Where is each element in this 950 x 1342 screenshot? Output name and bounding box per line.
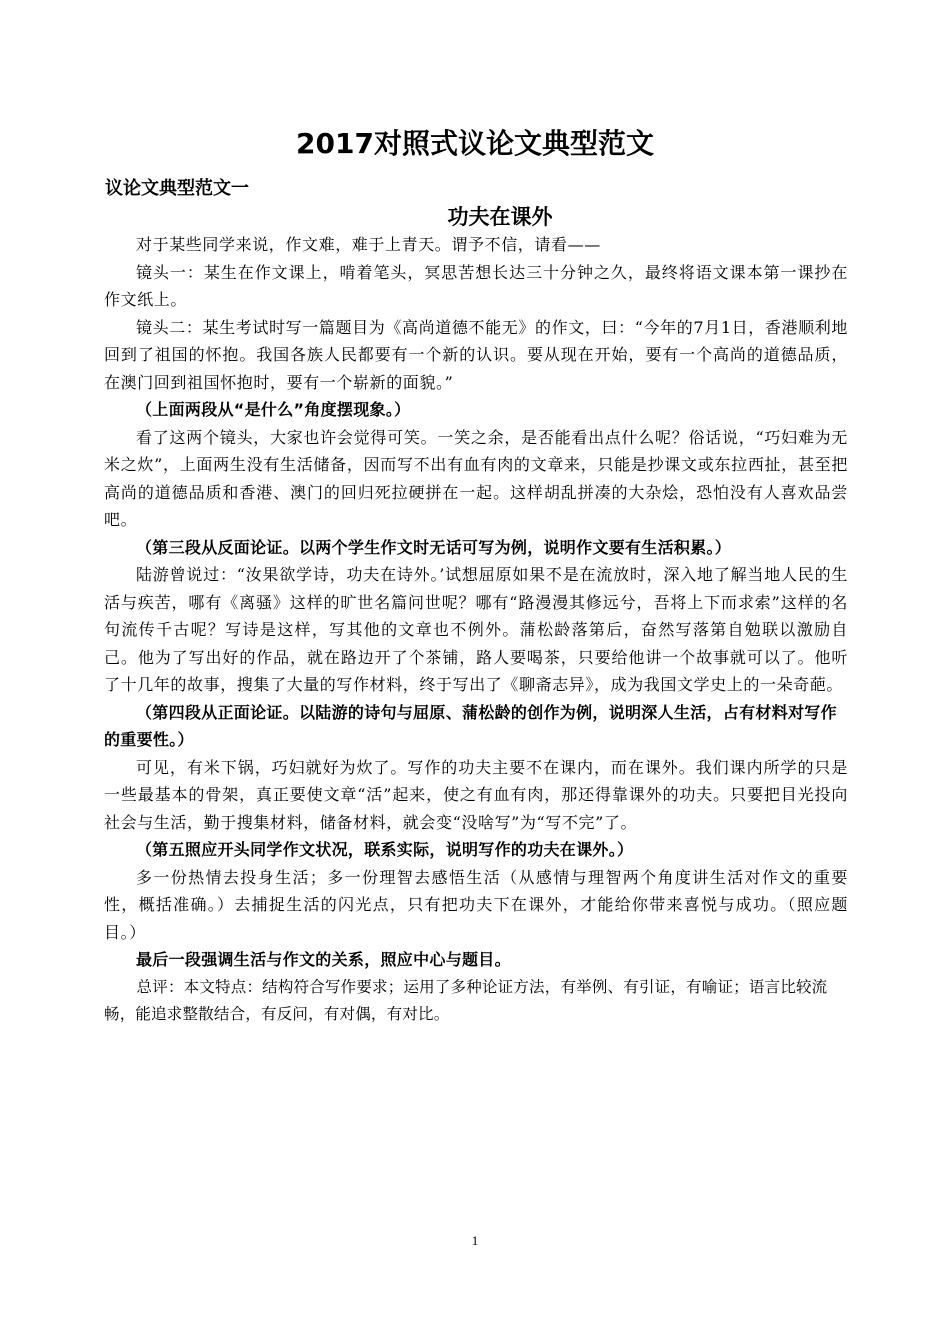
- annotation-note: （上面两段从“是什么”角度摆现象。）: [136, 400, 411, 419]
- paragraph-body: 陆游曾说过：“汝果欲学诗，功夫在诗外。’试想屈原如果不是在流放时，深入地了解当地人民的生活与疾苦，哪有《离骚》这样的旷世名篇问世呢？哪有“路漫漫其修远兮，吾将上下而求索”这样的名句流传千古呢？写诗是这样，写其他的文章也不例外。蒲松龄落第后，奋然写落第自勉联以激励自己。他为了写出好的作品，就在路边开了个茶铺，路人要喝茶，只要给他讲一个故事就可以了。他听了十几年的故事，搜集了大量的写作材料，终于写出了《聊斋志异》，成为我国文学史上的一朵奇葩。: [104, 565, 848, 694]
- overall-comment: 总评：本文特点：结构符合写作要求；运用了多种论证方法，有举例、有引证，有喻证；语言比较流畅，能追求整散结合，有反问，有对偶，有对比。: [104, 977, 828, 1023]
- paragraph-body: 可见，有米下锅，巧妇就好为炊了。写作的功夫主要不在课内，而在课外。我们课内所学的只是一些最基本的骨架，真正要使文章“活”起来，使之有血有肉，那还得靠课外的功夫。只要把目光投向社会与生活，勤于搜集材料，储备材料，就会变“没啥写”为“写不完”了。: [104, 757, 848, 832]
- annotation-note: 最后一段强调生活与作文的关系，照应中心与题目。: [136, 950, 511, 969]
- document-title: 2017对照式议论文典型范文: [296, 127, 654, 160]
- paragraph-scene-two: 镜头二：某生考试时写一篇题目为《高尚道德不能无》的作文，曰：“今年的7月1日，香港顺利地回到了祖国的怀抱。我国各族人民都要有一个新的认识。要从现在开始，要有一个高尚的道德品质，在澳门回到祖国怀抱时，要有一个崭新的面貌。”: [104, 317, 848, 392]
- paragraph-body: 看了这两个镜头，大家也许会觉得可笑。一笑之余，是否能看出点什么呢？俗话说，“巧妇难为无米之炊”，上面两生没有生活储备，因而写不出有血有肉的文章来，只能是抄课文或东拉西扯，甚至把高尚的道德品质和香港、澳门的回归死拉硬拼在一起。这样胡乱拼凑的大杂烩，恐怕没有人喜欢品尝吧。: [104, 427, 848, 529]
- paragraph-scene-one: 镜头一：某生在作文课上，啃着笔头，冥思苦想长达三十分钟之久，最终将语文课本第一课抄在作文纸上。: [104, 262, 848, 309]
- annotation-note: （第四段从正面论证。以陆游的诗句与屈原、蒲松龄的创作为例，说明深人生活，占有材料对写作的重要性。）: [104, 702, 837, 749]
- paragraph-conclusion: 多一份热情去投身生活；多一份理智去感悟生活（从感情与理智两个角度讲生活对作文的重要性，概括准确。）去捕捉生活的闪光点，只有把功夫下在课外，才能给你带来喜悦与成功。（照应题目。）: [104, 867, 848, 942]
- section-heading: 议论文典型范文一: [105, 178, 249, 199]
- essay-title: 功夫在课外: [447, 205, 553, 229]
- page-number: 1: [471, 1233, 479, 1248]
- annotation-note: （第五照应开头同学作文状况，联系实际，说明写作的功夫在课外。）: [136, 840, 634, 859]
- paragraph-intro: 对于某些同学来说，作文难，难于上青天。谓予不信，请看——: [136, 235, 601, 254]
- annotation-note: （第三段从反面论证。以两个学生作文时无话可写为例，说明作文要有生活积累。）: [136, 537, 732, 557]
- essay-body: [104, 231, 848, 1029]
